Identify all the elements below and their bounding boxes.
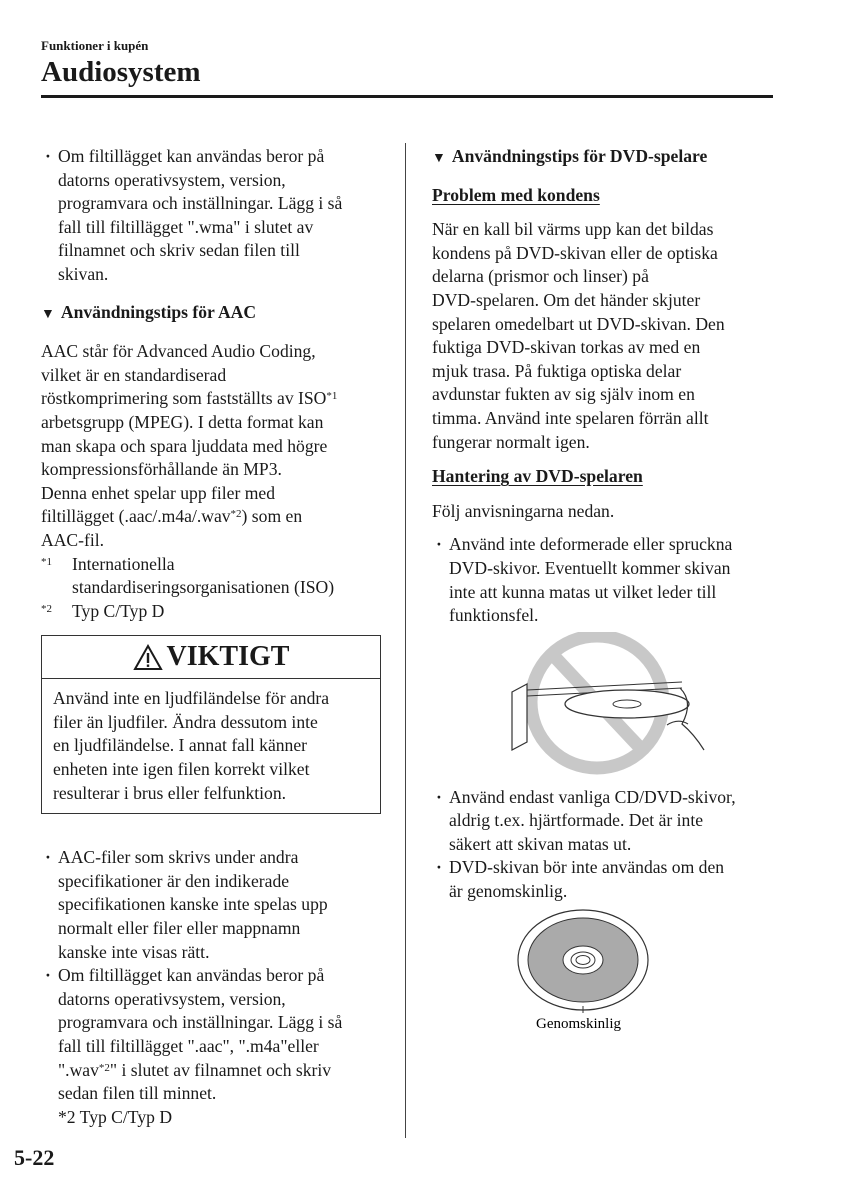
dvd-heading: ▼ Användningstips för DVD-spelare	[432, 146, 708, 166]
left-column	[41, 145, 381, 1129]
page-number: 5-22	[14, 1145, 55, 1170]
column-divider	[405, 143, 406, 1138]
header-rule	[41, 95, 773, 98]
wma-bullet: · Om filtillägget kan användas beror på datorns operativsystem, version, programvara och inställningar. Lägg i så fall till filtillägget ".wma" i slutet av filnamnet och skriv sedan filen till skivan.	[41, 145, 381, 287]
ordinary-discs-bullet: · Använd endast vanliga CD/DVD-skivor, aldrig t.ex. hjärtformade. Det är inte säkert att skivan matas ut.	[432, 786, 777, 857]
section-label: Funktioner i kupén	[41, 38, 149, 53]
deformed-disc-bullet: · Använd inte deformerade eller spruckna DVD-skivor. Eventuellt kommer skivan inte att kunna matas ut vilket leder till funktionsfel.	[432, 533, 777, 627]
condensation-heading: Problem med kondens	[432, 184, 600, 205]
right-column	[432, 145, 777, 1038]
aac-paragraph: AAC står för Advanced Audio Coding, vilket är en standardiserad röstkomprimering som fastställts av ISO$^{*1}$ arbetsgrupp (MPEG). I detta format kan man skapa och spara ljuddata med högre kompressionsförhållande än MP3. Denna enhet spelar upp filer med filtillägget (.aac/.m4a/.wav$^{*2}$) som en AAC-fil.	[41, 341, 338, 550]
triangle-down-icon: ▼	[41, 306, 55, 322]
footnote-1: $^{*1}$ Internationella standardiseringsorganisationen (ISO)	[41, 553, 335, 598]
aac-files-bullet: · AAC-filer som skrivs under andra specifikationer är den indikerade specifikationen kanske inte spelas upp normalt eller filer eller mappnamn kanske inte visas rätt.	[41, 846, 381, 964]
extension-bullet: · Om filtillägget kan användas beror på datorns operativsystem, version, programvara och inställningar. Lägg i så fall till filtillägget ".aac", ".m4a"eller ".wav$^{*2}$" i slutet av filnamnet och skriv sedan filen till minnet. *2 Typ C/Typ D	[41, 964, 381, 1129]
condensation-text: När en kall bil värms upp kan det bildas kondens på DVD-skivan eller de optiska delarna (prismor och linser) på DVD-spelaren. Om det händer skjuter spelaren omedelbart ut DVD-skivan. Den fuktiga DVD-skivan torkas av med en mjuk trasa. På fuktiga optiska delar avdunstar fukten av sig själv inom en timma. Använd inte spelaren förrän allt fungerar normalt igen.	[432, 219, 725, 452]
transparent-disc-bullet: · DVD-skivan bör inte användas om den är genomskinlig.	[432, 856, 777, 903]
warning-triangle-icon	[133, 644, 163, 671]
no-deformed-disc-illustration	[432, 632, 777, 782]
triangle-down-icon: ▼	[432, 151, 446, 166]
warning-header: VIKTIGT	[42, 636, 380, 679]
aac-heading: ▼ Användningstips för AAC	[41, 301, 257, 322]
warning-box	[41, 635, 381, 814]
page-title: Audiosystem	[41, 56, 201, 88]
handling-heading: Hantering av DVD-spelaren	[432, 466, 643, 487]
handling-intro: Följ anvisningarna nedan.	[432, 500, 615, 521]
footnote-2: $^{*2}$ Typ C/Typ D	[41, 600, 165, 621]
figure-label: Genomskinlig	[536, 1015, 621, 1032]
warning-body: Använd inte en ljudfiländelse för andra filer än ljudfiler. Ändra dessutom inte en ljudfiländelse. I annat fall känner enheten inte igen filen korrekt vilket resulterar i brus eller felfunktion.	[53, 688, 330, 803]
transparent-disc-illustration	[432, 908, 777, 1038]
